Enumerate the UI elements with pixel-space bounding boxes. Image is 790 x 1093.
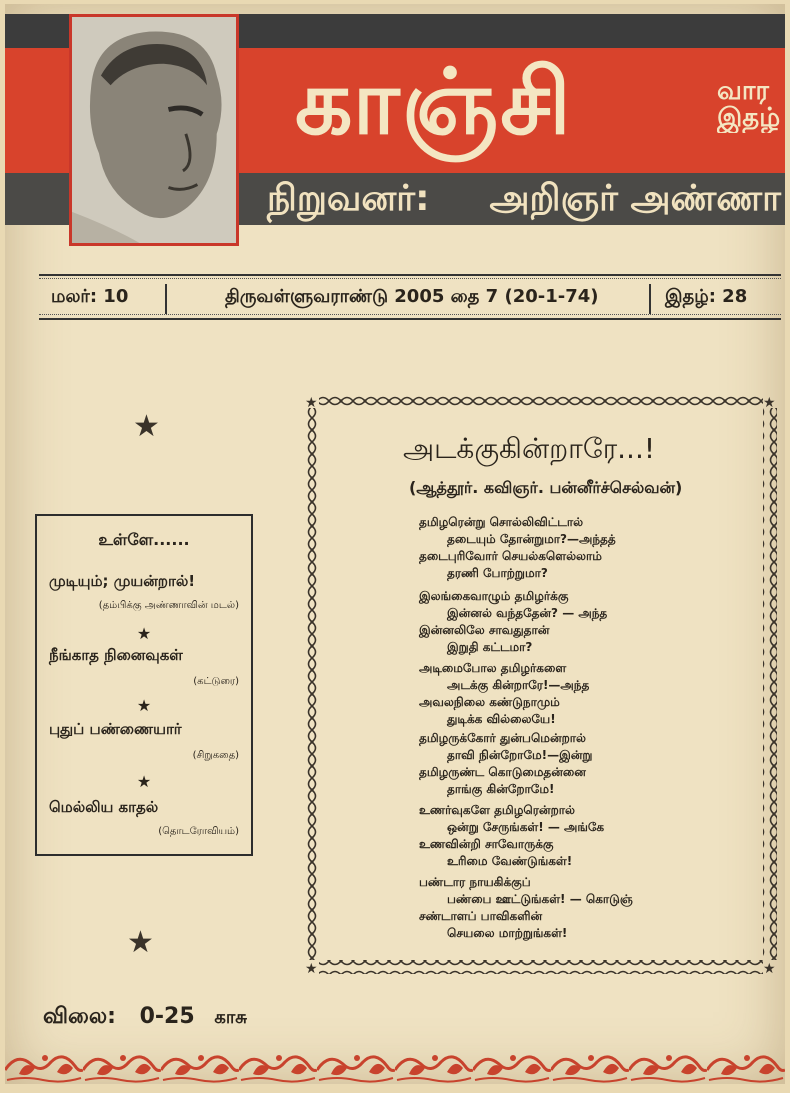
- poem-author: (ஆத்தூர். கவிஞர். பன்னீர்ச்செல்வன்): [409, 478, 683, 497]
- info-top-rule: [39, 274, 781, 276]
- magazine-type-label: [717, 78, 785, 133]
- poem-line: உணவின்றி சாவோருக்கு: [419, 837, 554, 851]
- star-icon: ★: [127, 925, 154, 960]
- founder-name: அறிஞர் அண்ணா: [489, 178, 781, 219]
- poem-stanza: [419, 802, 604, 870]
- poem-line: செயலை மாற்றுங்கள்!: [447, 926, 568, 940]
- contents-item-sub: (தம்பிக்கு அண்ணாவின் மடல்): [98, 600, 239, 611]
- founder-label: நிறுவனர்:: [267, 178, 430, 219]
- poem-line: உணர்வுகளே தமிழரென்றால்: [419, 803, 575, 817]
- contents-item-title: நீங்காத நினைவுகள்: [49, 646, 183, 664]
- poem-line: இன்னல் வந்ததேன்? — அந்த: [447, 606, 608, 620]
- star-icon: ★: [136, 624, 152, 643]
- poem-stanza: [419, 874, 633, 942]
- contents-item-sub: (தொடரோவியம்): [158, 826, 239, 837]
- poem-line: தாவி நின்றோமே!—இன்று: [447, 748, 593, 762]
- price-label: [43, 1004, 247, 1032]
- contents-item-sub: (சிறுகதை): [192, 750, 239, 761]
- issue-date: திருவள்ளுவராண்டு 2005 தை 7 (20-1-74): [225, 286, 599, 307]
- poem-line: இலங்கைவாழும் தமிழர்க்கு: [419, 589, 569, 603]
- star-icon: ★: [136, 696, 152, 715]
- info-bottom-rule: [39, 318, 781, 320]
- price-unit: காசு: [214, 1007, 247, 1028]
- poem-line: இன்னலிலே சாவதுதான்: [419, 623, 550, 637]
- poem-stanza: [419, 514, 616, 582]
- poem-line: தாங்கு கின்றோமே!: [447, 782, 555, 796]
- magazine-type-line2: இதழ்: [717, 103, 781, 133]
- magazine-type-line1: வார: [717, 78, 769, 106]
- contents-item-title: புதுப் பண்ணையார்: [49, 720, 182, 738]
- poem-line: ஒன்று சேருங்கள்! — அங்கே: [447, 820, 605, 834]
- contents-box: [35, 514, 253, 856]
- poem-line: அவலநிலை கண்டுநாமும்: [419, 695, 560, 709]
- poem-line: தடைபுரிவோர் செயல்களெல்லாம்: [419, 549, 602, 563]
- contents-item-title: மெல்லிய காதல்: [49, 798, 159, 816]
- poem-line: தடையும் தோன்றுமா?—அந்தத்: [447, 532, 616, 546]
- poem-stanza: [419, 730, 592, 798]
- price-value: 0-25: [139, 1004, 195, 1029]
- svg-text:★: ★: [305, 395, 318, 411]
- issue-number: இதழ்: 28: [665, 286, 748, 307]
- poem-line: தமிழருண்ட கொடுமைதன்னை: [419, 765, 586, 779]
- poem-stanza: [419, 588, 607, 656]
- contents-item-title: முடியும்; முயன்றால்!: [49, 572, 196, 590]
- poem-line: தமிழருக்கோர் துன்பமென்றால்: [419, 731, 586, 745]
- floral-ornament-strip: [5, 1048, 785, 1084]
- poem-line: பண்டார நாயகிக்குப்: [419, 875, 531, 889]
- svg-text:★: ★: [763, 961, 776, 974]
- svg-text:★: ★: [763, 395, 776, 411]
- founder-line: [267, 178, 781, 224]
- poem-line: தரணி போற்றுமா?: [447, 566, 548, 580]
- poem-stanza: [419, 660, 589, 728]
- poem-line: சண்டாளப் பாவிகளின்: [419, 909, 543, 923]
- magazine-title: காஞ்சி: [295, 50, 573, 155]
- info-divider: [165, 284, 167, 314]
- svg-text:★: ★: [305, 961, 318, 974]
- magazine-cover: [5, 4, 785, 1084]
- info-top-rule-dotted: [39, 278, 781, 279]
- poem-title: அடக்குகின்றாரே...!: [403, 432, 656, 465]
- poem-line: உரிமை வேண்டுங்கள்!: [447, 854, 573, 868]
- volume-number: மலர்: 10: [51, 286, 129, 307]
- poem-line: அடிமைபோல தமிழர்களை: [419, 661, 567, 675]
- poem-line: பண்பை ஊட்டுங்கள்! — கொடுஞ்: [447, 892, 633, 906]
- contents-item-sub: (கட்டுரை): [193, 676, 239, 687]
- poem-line: அடக்கு கின்றாரே!—அந்த: [447, 678, 590, 692]
- info-divider: [649, 284, 651, 314]
- poem-line: இறுதி கட்டமா?: [447, 640, 533, 654]
- founder-portrait: [69, 14, 239, 246]
- price-prefix: விலை:: [43, 1004, 116, 1029]
- poem-line: தமிழரென்று சொல்லிவிட்டால்: [419, 515, 584, 529]
- poem-line: துடிக்க வில்லையே!: [447, 712, 556, 726]
- issue-info-bar: [45, 284, 775, 314]
- star-icon: ★: [133, 409, 160, 444]
- star-icon: ★: [136, 772, 152, 791]
- info-bottom-rule-dotted: [39, 314, 781, 315]
- contents-heading: உள்ளே......: [98, 530, 190, 549]
